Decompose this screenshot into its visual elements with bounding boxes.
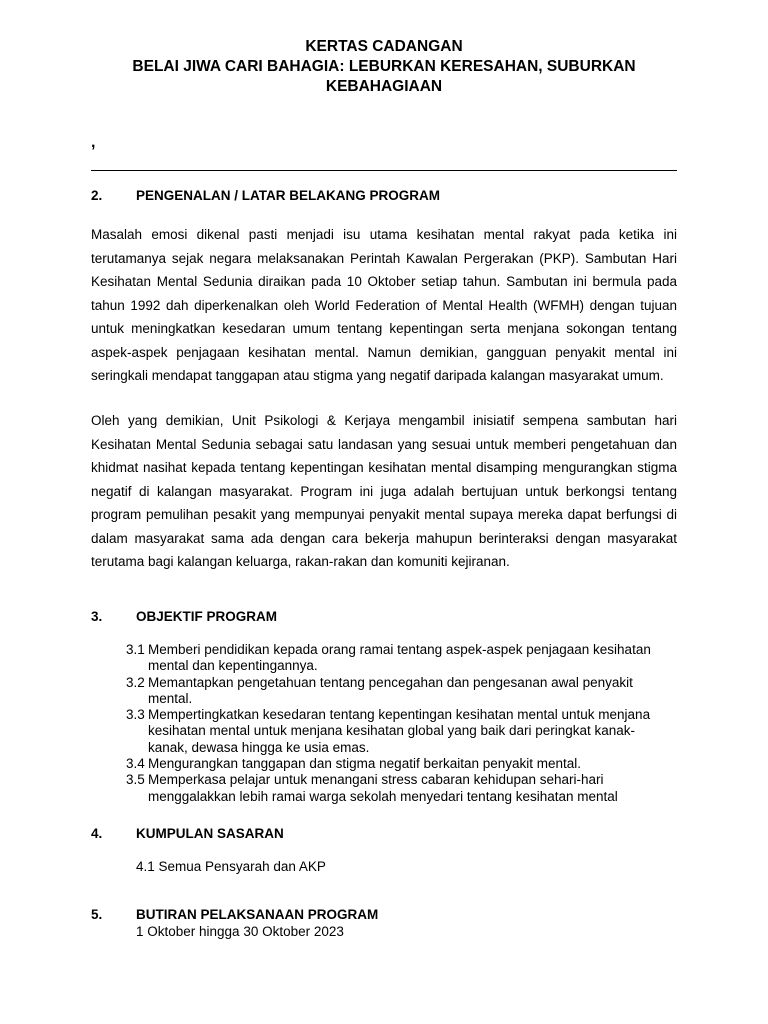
objective-text: Memberi pendidikan kepada orang ramai tentang aspek-aspek penjagaan kesihatan mental dan kepentingannya. xyxy=(148,642,651,674)
objective-text: Memperkasa pelajar untuk menangani stress cabaran kehidupan sehari-hari menggalakkan lebih ramai warga sekolah menyedari tentang kesihatan mental xyxy=(148,772,618,804)
objective-item xyxy=(126,772,666,805)
objective-number: 3.2 xyxy=(126,674,145,690)
doc-title-line3: KEBAHAGIAAN xyxy=(325,78,443,95)
target-group-item: 4.1 Semua Pensyarah dan AKP xyxy=(136,859,326,874)
objective-text: Memantapkan pengetahuan tentang pencegahan dan pengesanan awal penyakit mental. xyxy=(148,674,633,706)
section4-title: KUMPULAN SASARAN xyxy=(136,826,284,841)
objectives-list xyxy=(126,642,666,805)
section3-number: 3. xyxy=(91,609,103,624)
section5-title: BUTIRAN PELAKSANAAN PROGRAM xyxy=(136,907,379,922)
objective-text: Mempertingkatkan kesedaran tentang kepentingan kesihatan mental untuk menjana kesihatan mental untuk menjana kesihatan global yang baik dari peringkat kanak-kanak, dewasa hingga ke usia emas. xyxy=(148,707,651,755)
objective-number: 3.4 xyxy=(126,756,145,772)
objective-item xyxy=(126,707,666,756)
objective-item xyxy=(126,756,666,772)
horizontal-rule xyxy=(91,170,677,171)
section5-number: 5. xyxy=(91,907,103,922)
stray-comma: , xyxy=(91,134,96,151)
section2-paragraph-1: Masalah emosi dikenal pasti menjadi isu utama kesihatan mental rakyat pada ketika ini terutamanya sejak negara melaksanakan Perintah Kawalan Pergerakan (PKP). Sambutan Hari Kesihatan Mental Sedunia diraikan pada 10 Oktober setiap tahun. Sambutan ini bermula pada tahun 1992 dah diperkenalkan oleh World Federation of Mental Health (WFMH) dengan tujuan untuk meningkatkan kesedaran umum tentang kepentingan serta menjana sokongan tentang aspek-aspek penjagaan kesihatan mental. Namun demikian, gangguan penyakit mental ini seringkali mendapat tanggapan atau stigma yang negatif daripada kalangan masyarakat umum. xyxy=(91,227,677,383)
objective-number: 3.5 xyxy=(126,772,145,788)
objective-item xyxy=(126,642,666,675)
objective-number: 3.3 xyxy=(126,707,145,723)
doc-title-line1: KERTAS CADANGAN xyxy=(305,38,463,55)
section2-title: PENGENALAN / LATAR BELAKANG PROGRAM xyxy=(136,188,440,203)
objective-item xyxy=(126,675,666,708)
objective-text: Mengurangkan tanggapan dan stigma negatif berkaitan penyakit mental. xyxy=(148,756,582,772)
section2-number: 2. xyxy=(91,188,103,203)
doc-title-line2: BELAI JIWA CARI BAHAGIA: LEBURKAN KERESAHAN, SUBURKAN xyxy=(132,58,636,75)
program-date-range: 1 Oktober hingga 30 Oktober 2023 xyxy=(136,924,344,939)
objective-number: 3.1 xyxy=(126,642,145,657)
section4-number: 4. xyxy=(91,826,103,841)
section2-paragraph-2: Oleh yang demikian, Unit Psikologi & Kerjaya mengambil inisiatif sempena sambutan hari Kesihatan Mental Sedunia sebagai satu landasan yang sesuai untuk memberi pengetahuan dan khidmat nasihat kepada tentang kepentingan kesihatan mental disamping mengurangkan stigma negatif di kalangan masyarakat. Program ini juga adalah bertujuan untuk berkongsi tentang program pemulihan pesakit yang mempunyai penyakit mental supaya mereka dapat berfungsi di dalam masyarakat sama ada dengan cara bekerja mahupun berinteraksi dengan masyarakat terutama bagi kalangan keluarga, rakan-rakan dan komuniti kejiranan. xyxy=(91,413,677,569)
section3-title: OBJEKTIF PROGRAM xyxy=(136,609,278,624)
